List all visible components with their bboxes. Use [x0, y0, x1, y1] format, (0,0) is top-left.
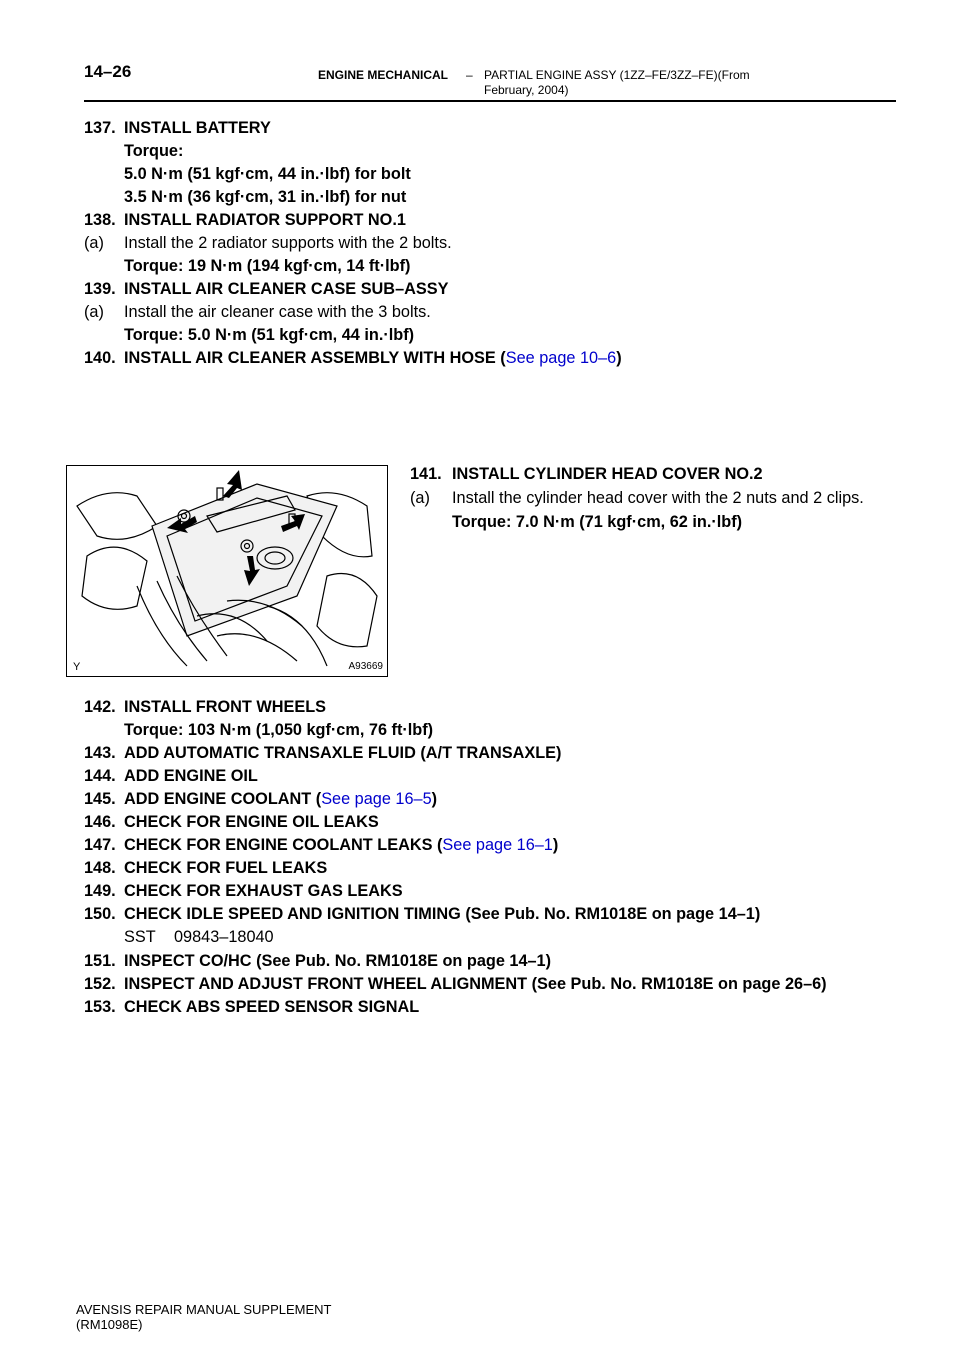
figure-code: A93669 — [348, 661, 383, 672]
subsection-title — [484, 68, 814, 98]
see-page-link[interactable]: See page 16–1 — [442, 836, 553, 854]
footer-manual-code: (RM1098E) — [76, 1317, 143, 1332]
step-146 — [84, 812, 379, 832]
step-number: 152. — [84, 975, 116, 993]
step-title: INSTALL AIR CLEANER ASSEMBLY WITH HOSE ( — [124, 349, 506, 367]
step-title: ADD ENGINE COOLANT ( — [124, 790, 322, 808]
torque-spec: Torque: 7.0 N·m (71 kgf·cm, 62 in.·lbf) — [452, 513, 743, 531]
step-title: INSPECT AND ADJUST FRONT WHEEL ALIGNMENT (See Pub. No. RM1018E on page 26–6) — [124, 975, 827, 993]
step-title: CHECK IDLE SPEED AND IGNITION TIMING (See Pub. No. RM1018E on page 14–1) — [124, 905, 761, 923]
step-title: CHECK FOR ENGINE OIL LEAKS — [124, 813, 379, 831]
step-number: 140. — [84, 349, 116, 367]
torque-spec: Torque: 103 N·m (1,050 kgf·cm, 76 ft·lbf) — [124, 721, 434, 739]
header-rule — [84, 100, 896, 102]
torque-spec: Torque: 5.0 N·m (51 kgf·cm, 44 in.·lbf) — [124, 326, 415, 344]
step-title: INSTALL AIR CLEANER CASE SUB–ASSY — [124, 280, 449, 298]
step-150 — [84, 904, 761, 924]
step-138 — [84, 210, 406, 230]
step-number: 146. — [84, 813, 116, 831]
substep-letter: (a) — [410, 489, 430, 507]
see-page-link[interactable]: See page 16–5 — [321, 790, 432, 808]
sst-line — [124, 927, 274, 947]
header-dash: – — [466, 68, 473, 82]
step-144 — [84, 766, 258, 786]
torque-nut: 3.5 N·m (36 kgf·cm, 31 in.·lbf) for nut — [124, 188, 407, 206]
step-number: 138. — [84, 211, 116, 229]
step-number: 147. — [84, 836, 116, 854]
step-number: 153. — [84, 998, 116, 1016]
step-number: 151. — [84, 952, 116, 970]
step-153 — [84, 997, 420, 1017]
step-151 — [84, 951, 552, 971]
page-number: 14–26 — [84, 62, 132, 81]
close-paren: ) — [552, 836, 559, 854]
step-139 — [84, 279, 449, 299]
figure-corner-mark: Y — [73, 661, 81, 673]
step-title: INSTALL CYLINDER HEAD COVER NO.2 — [452, 465, 763, 483]
torque-label: Torque: — [124, 142, 184, 160]
step-number: 141. — [410, 465, 442, 483]
step-141 — [410, 464, 763, 484]
close-paren: ) — [431, 790, 438, 808]
step-title: INSTALL FRONT WHEELS — [124, 698, 326, 716]
sst-value: 09843–18040 — [174, 928, 274, 946]
step-title: ADD AUTOMATIC TRANSAXLE FLUID (A/T TRANSAXLE) — [124, 744, 562, 762]
torque-bolt: 5.0 N·m (51 kgf·cm, 44 in.·lbf) for bolt — [124, 165, 411, 183]
step-number: 148. — [84, 859, 116, 877]
footer-manual-title: AVENSIS REPAIR MANUAL SUPPLEMENT — [76, 1302, 332, 1317]
step-143 — [84, 743, 562, 763]
subsection-line1: PARTIAL ENGINE ASSY (1ZZ–FE/3ZZ–FE)(From — [484, 68, 750, 82]
step-148 — [84, 858, 328, 878]
close-paren: ) — [616, 349, 622, 367]
substep-letter: (a) — [84, 234, 104, 252]
subsection-line2: February, 2004) — [484, 83, 569, 97]
engine-cover-illustration — [67, 466, 388, 677]
step-145 — [84, 789, 438, 809]
step-title: CHECK FOR ENGINE COOLANT LEAKS ( — [124, 836, 443, 854]
footer — [76, 1302, 332, 1332]
see-page-link[interactable]: See page 10–6 — [505, 349, 617, 367]
step-140 — [84, 348, 622, 368]
substep-letter: (a) — [84, 303, 104, 321]
step-142 — [84, 697, 326, 717]
step-number: 137. — [84, 119, 116, 137]
step-152 — [84, 974, 827, 994]
substep-139a — [84, 302, 431, 322]
substep-138a — [84, 233, 452, 253]
step-title: ADD ENGINE OIL — [124, 767, 258, 785]
step-number: 144. — [84, 767, 116, 785]
step-title: INSTALL BATTERY — [124, 119, 271, 137]
step-number: 149. — [84, 882, 116, 900]
step-title: INSTALL RADIATOR SUPPORT NO.1 — [124, 211, 406, 229]
step-title: CHECK FOR EXHAUST GAS LEAKS — [124, 882, 403, 900]
substep-text: Install the 2 radiator supports with the 2 bolts. — [124, 234, 452, 252]
step-title: INSPECT CO/HC (See Pub. No. RM1018E on page 14–1) — [124, 952, 552, 970]
step-137 — [84, 118, 271, 138]
torque-spec: Torque: 19 N·m (194 kgf·cm, 14 ft·lbf) — [124, 257, 411, 275]
sst-label: SST — [124, 928, 156, 946]
step-title: CHECK FOR FUEL LEAKS — [124, 859, 328, 877]
engine-figure — [66, 465, 388, 677]
step-number: 150. — [84, 905, 116, 923]
step-number: 145. — [84, 790, 116, 808]
step-number: 143. — [84, 744, 116, 762]
step-147 — [84, 835, 559, 855]
substep-141a — [410, 488, 864, 508]
step-number: 139. — [84, 280, 116, 298]
substep-text: Install the air cleaner case with the 3 bolts. — [124, 303, 431, 321]
section-title: ENGINE MECHANICAL — [318, 68, 449, 82]
substep-text: Install the cylinder head cover with the 2 nuts and 2 clips. — [452, 489, 864, 507]
step-title: CHECK ABS SPEED SENSOR SIGNAL — [124, 998, 420, 1016]
step-number: 142. — [84, 698, 116, 716]
step-149 — [84, 881, 403, 901]
